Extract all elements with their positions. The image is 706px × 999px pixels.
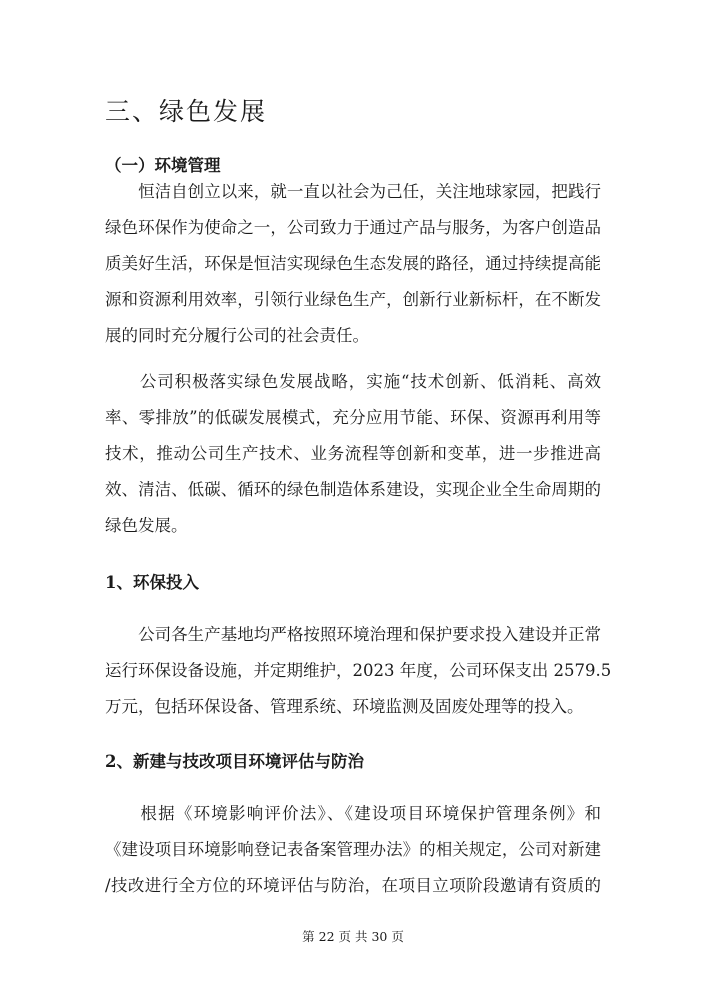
text-line: 展的同时充分履行公司的社会责任。	[105, 326, 369, 345]
text-line: 绿色环保作为使命之一，公司致力于通过产品与服务，为客户创造品	[105, 218, 601, 237]
text-line: 公司各生产基地均严格按照环境治理和保护要求投入建设并正常	[105, 625, 601, 644]
section-heading: 三、绿色发展	[105, 97, 268, 126]
page-number-footer: 第 22 页 共 30 页	[302, 929, 404, 944]
text-line: 技术，推动公司生产技术、业务流程等创新和变革，进一步推进高	[105, 444, 601, 463]
text-line: 《建设项目环境影响登记表备案管理办法》的相关规定，公司对新建	[105, 840, 601, 859]
text-line: /技改进行全方位的环境评估与防治，在项目立项阶段邀请有资质的	[105, 876, 601, 895]
text-line: 运行环保设备设施，并定期维护，2023 年度，公司环保支出 2579.5	[105, 661, 612, 680]
text-line: 源和资源利用效率，引领行业绿色生产，创新行业新标杆，在不断发	[105, 290, 601, 309]
section-title-assessment: 2、新建与技改项目环境评估与防治	[105, 752, 364, 771]
text-line: 公司积极落实绿色发展战略，实施“技术创新、低消耗、高效	[105, 372, 601, 391]
text-line: 根据《环境影响评价法》、《建设项目环境保护管理条例》和	[105, 804, 601, 823]
subsection-heading: （一）环境管理	[105, 156, 221, 175]
text-line: 恒洁自创立以来，就一直以社会为己任，关注地球家园，把践行	[105, 182, 601, 201]
text-line: 万元，包括环保设备、管理系统、环境监测及固废处理等的投入。	[105, 697, 584, 716]
text-line: 绿色发展。	[105, 516, 188, 535]
paragraph-green-strategy	[105, 364, 601, 544]
paragraph-assessment	[105, 796, 601, 904]
section-title-investment: 1、环保投入	[105, 573, 199, 592]
text-line: 质美好生活，环保是恒洁实现绿色生态发展的路径，通过持续提高能	[105, 254, 601, 273]
text-line: 率、零排放”的低碳发展模式，充分应用节能、环保、资源再利用等	[105, 408, 601, 427]
paragraph-environment-intro	[105, 174, 601, 354]
text-line: 效、清洁、低碳、循环的绿色制造体系建设，实现企业全生命周期的	[105, 480, 601, 499]
paragraph-investment	[105, 617, 612, 725]
